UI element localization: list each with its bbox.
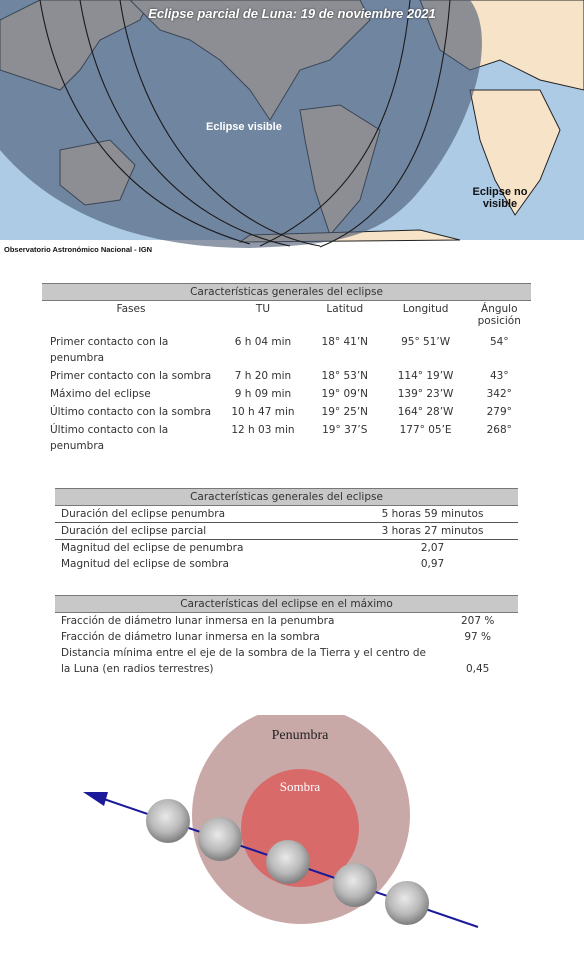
col-angulo-line2: posición [477,315,521,327]
world-map [0,0,584,262]
cell-value: 97 % [464,631,492,643]
map-credit: Observatorio Astronómico Nacional - IGN [4,245,153,254]
cell-value: 207 % [461,615,495,627]
table-row [55,506,518,523]
cell-lon: 164° 28’W [397,406,454,418]
cell-tu: 9 h 09 min [234,388,292,400]
cell-value: 3 horas 27 minutos [347,523,518,540]
cell-ang: 43° [489,370,509,382]
cell-lat: 19° 25’N [321,406,369,418]
map-title: Eclipse parcial de Luna: 19 de noviembre 2021 [148,6,436,21]
table-row [55,556,518,572]
cell-fase: Máximo del eclipse [50,388,151,400]
col-fases: Fases [116,303,146,315]
col-latitud: Latitud [326,303,364,315]
maximum-table-title: Características del eclipse en el máximo [55,596,518,613]
col-tu: TU [255,303,271,315]
cell-tu: 7 h 20 min [234,370,292,382]
table-row [42,385,531,403]
cell-label: Magnitud del eclipse de sombra [61,558,229,570]
moon-first-penumbra-contact [146,799,190,843]
moon-last-umbra-contact [333,863,377,907]
cell-label: Fracción de diámetro lunar inmersa en la penumbra [61,615,335,627]
penumbra-label: Penumbra [271,728,329,743]
cell-value: 0,45 [465,663,490,675]
cell-ang: 268° [486,424,512,436]
col-angulo [468,301,531,334]
table-row [55,613,518,630]
sombra-label: Sombra [279,779,321,794]
phases-table-title: Características generales del eclipse [42,284,531,301]
table-row [42,403,531,421]
cell-ang: 342° [486,388,512,400]
moon-maximum [266,840,310,884]
general-table-title: Características generales del eclipse [55,489,518,506]
maximum-table [55,595,518,677]
eclipse-diagram-svg [70,715,500,955]
cell-fase: Primer contacto con la sombra [50,370,212,382]
cell-label: Distancia mínima entre el eje de la sombra de la Tierra y el centro de la Luna (en radios terrestres) [61,647,426,675]
cell-lat: 18° 41’N [321,336,369,348]
table-row [42,367,531,385]
cell-ang: 279° [486,406,512,418]
cell-fase: Primer contacto con la penumbra [50,336,169,364]
cell-value: 5 horas 59 minutos [347,506,518,523]
eclipse-visibility-map [0,0,584,262]
label-eclipse-visible: Eclipse visible [206,121,282,133]
cell-label: Duración del eclipse penumbra [55,506,347,523]
table-row [55,645,518,677]
cell-lat: 19° 37’S [322,424,368,436]
table-row [55,523,518,540]
cell-label: Duración del eclipse parcial [55,523,347,540]
cell-tu: 12 h 03 min [231,424,295,436]
col-angulo-line1: Ángulo [481,303,518,315]
moon-first-umbra-contact [198,817,242,861]
col-longitud: Longitud [402,303,449,315]
label-not-visible-line1: Eclipse no [472,186,528,198]
general-table [55,488,518,572]
cell-label: Magnitud del eclipse de penumbra [61,542,244,554]
cell-lat: 19° 09’N [321,388,369,400]
cell-lon: 177° 05’E [399,424,452,436]
label-eclipse-not-visible [462,186,538,210]
cell-tu: 10 h 47 min [231,406,295,418]
direction-arrow-icon [83,792,108,806]
cell-fase: Último contacto con la sombra [50,406,212,418]
table-row [42,421,531,455]
cell-label: Fracción de diámetro lunar inmersa en la sombra [61,631,320,643]
cell-value: 0,97 [420,558,445,570]
cell-ang: 54° [489,336,509,348]
phases-table [42,283,531,455]
eclipse-diagram [70,715,500,955]
cell-lon: 114° 19’W [397,370,454,382]
table-row [42,333,531,367]
cell-lat: 18° 53’N [321,370,369,382]
label-not-visible-line2: visible [482,198,518,210]
cell-value: 2,07 [420,542,445,554]
table-row [55,540,518,557]
cell-fase: Último contacto con la penumbra [50,424,169,452]
cell-lon: 95° 51’W [401,336,451,348]
moon-last-penumbra-contact [385,881,429,925]
cell-tu: 6 h 04 min [234,336,292,348]
cell-lon: 139° 23’W [397,388,454,400]
table-row [55,629,518,645]
